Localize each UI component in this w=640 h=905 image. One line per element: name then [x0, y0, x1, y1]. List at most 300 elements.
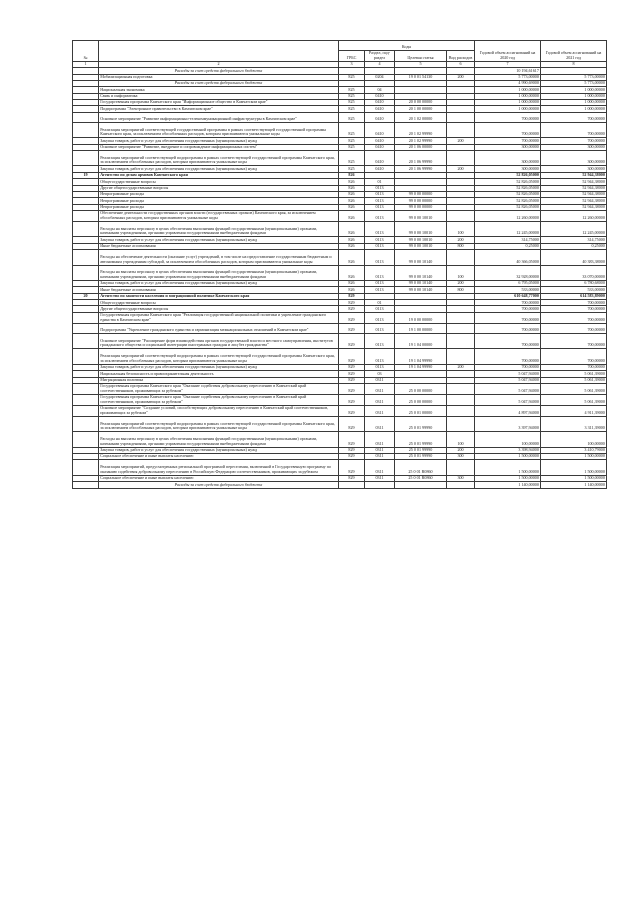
- row-grbs: 826: [339, 185, 365, 191]
- row-value-2021: 5 061,39000: [541, 383, 607, 394]
- row-grbs: 825: [339, 87, 365, 93]
- header-name: [99, 41, 339, 62]
- row-value-2020: 12 260,00000: [475, 211, 541, 222]
- row-section: 0311: [365, 405, 395, 416]
- row-grbs: 829: [339, 312, 365, 323]
- row-value-2021: 700,00000: [541, 300, 607, 306]
- row-name: Основное мероприятие "Создание условий, способствующих добровольному переселению в Камчатский край соотечественников, проживающих за рубежом": [99, 405, 339, 416]
- table-row: [73, 151, 607, 166]
- row-value-2021: 52 944,38000: [541, 191, 607, 197]
- header-target: Целевая статья: [395, 50, 447, 61]
- row-value-2020: 1 500,00000: [475, 453, 541, 459]
- row-target: 25 0 00 00000: [395, 394, 447, 405]
- row-number: [73, 460, 99, 475]
- row-expense: 800: [447, 243, 475, 249]
- row-section: 04: [365, 87, 395, 93]
- table-row: [73, 222, 607, 237]
- row-target: 20 1 02 00000: [395, 112, 447, 122]
- row-expense: 300: [447, 453, 475, 459]
- table-row: [73, 112, 607, 122]
- row-value-2020: 300,00000: [475, 144, 541, 150]
- row-section: 01: [365, 300, 395, 306]
- row-expense: [447, 323, 475, 333]
- row-number: [73, 383, 99, 394]
- row-name: Расходы за счет средств федерального бюджета: [99, 80, 339, 86]
- row-value-2020: 5 047,94000: [475, 371, 541, 377]
- row-value-2020: 0,25000: [475, 243, 541, 249]
- row-expense: [447, 416, 475, 431]
- row-grbs: 825: [339, 112, 365, 122]
- row-grbs: 826: [339, 265, 365, 280]
- row-name: Реализация мероприятий, предусмотренных региональной программой переселения, включенной в Государственную программу по оказанию содействия добровольному переселению в Российскую Федерацию соотечественников, проживающих за рубежом: [99, 460, 339, 475]
- row-grbs: 829: [339, 364, 365, 370]
- row-value-2021: 52 944,38000: [541, 185, 607, 191]
- row-grbs: 829: [339, 349, 365, 364]
- row-grbs: 825: [339, 122, 365, 137]
- row-target: 25 0 01 R0860: [395, 475, 447, 481]
- column-number: 2: [99, 61, 339, 67]
- row-grbs: 826: [339, 211, 365, 222]
- row-expense: [447, 122, 475, 137]
- row-grbs: 829: [339, 383, 365, 394]
- row-grbs: 826: [339, 222, 365, 237]
- row-number: [73, 323, 99, 333]
- row-target: 20 0 00 00000: [395, 100, 447, 106]
- row-grbs: 825: [339, 74, 365, 80]
- row-section: 0113: [365, 312, 395, 323]
- row-value-2021: 300,00000: [541, 166, 607, 172]
- row-section: 0410: [365, 166, 395, 172]
- row-grbs: 829: [339, 306, 365, 312]
- row-grbs: 829: [339, 405, 365, 416]
- row-name: Национальная экономика: [99, 87, 339, 93]
- row-target: 25 0 01 00000: [395, 405, 447, 416]
- row-expense: 200: [447, 74, 475, 80]
- header-2020: Годовой объем ассигнований на 2020 год: [475, 41, 541, 62]
- row-value-2020: 52 826,05000: [475, 172, 541, 178]
- row-expense: [447, 349, 475, 364]
- row-value-2020: 1 000,00000: [475, 100, 541, 106]
- row-grbs: 829: [339, 394, 365, 405]
- row-value-2021: 0,25000: [541, 243, 607, 249]
- row-name: Реализация мероприятий соответствующей государственной программы в рамках соответствующей государственной программы Камчатского края, за исключением обособленных расходов, которым присваиваются уникальные коды: [99, 122, 339, 137]
- row-value-2021: 5 773,00000: [541, 74, 607, 80]
- header-section: Раздел, под-раздел: [365, 50, 395, 61]
- row-target: 99 0 00 00000: [395, 198, 447, 204]
- row-section: 0113: [365, 280, 395, 286]
- row-value-2020: 52 826,05000: [475, 198, 541, 204]
- row-grbs: 829: [339, 293, 365, 299]
- row-name: Иные бюджетные ассигнования: [99, 287, 339, 293]
- row-section: 0410: [365, 106, 395, 112]
- row-value-2020: 300,00000: [475, 151, 541, 166]
- table-row: [73, 460, 607, 475]
- row-value-2020: 700,00000: [475, 364, 541, 370]
- row-value-2021: 52 944,38000: [541, 179, 607, 185]
- row-name: Расходы на обеспечение деятельности (оказание услуг) учреждений, в том числе на предоставление государственным бюджетным и автономным учреждениям субсидий, за исключением обособленных расходов, которым присваиваются уникальные коды: [99, 250, 339, 265]
- row-value-2020: 700,00000: [475, 323, 541, 333]
- row-target: 25 0 01 R0860: [395, 460, 447, 475]
- row-grbs: [339, 482, 365, 488]
- row-value-2020: 100,00000: [475, 432, 541, 447]
- row-name: Агентство по делам архивов Камчатского края: [99, 172, 339, 178]
- column-number: 4: [365, 61, 395, 67]
- row-name: Социальное обеспечение и иные выплаты населению: [99, 475, 339, 481]
- table-row: [73, 250, 607, 265]
- row-section: 0410: [365, 100, 395, 106]
- row-section: 0113: [365, 364, 395, 370]
- table-header: [73, 41, 607, 51]
- row-value-2020: 52 826,05000: [475, 191, 541, 197]
- row-value-2021: 6 780,68000: [541, 280, 607, 286]
- row-expense: 200: [447, 447, 475, 453]
- row-value-2021: 40 383,38000: [541, 250, 607, 265]
- row-name: Общегосударственные вопросы: [99, 179, 339, 185]
- row-name: Государственная программа Камчатского края "Реализация государственной национальной политики и укрепление гражданского единства в Камчатском крае": [99, 312, 339, 323]
- row-value-2020: 300,00000: [475, 166, 541, 172]
- row-value-2021: 1 140,00000: [541, 482, 607, 488]
- row-name: Мобилизационная подготовка: [99, 74, 339, 80]
- row-value-2020: 1 000,00000: [475, 106, 541, 112]
- row-section: 0113: [365, 349, 395, 364]
- row-value-2020: 1 000,00000: [475, 87, 541, 93]
- row-section: 0113: [365, 287, 395, 293]
- row-expense: 200: [447, 138, 475, 144]
- row-value-2020: 700,00000: [475, 300, 541, 306]
- row-value-2020: 40 366,05000: [475, 250, 541, 265]
- row-target: [395, 482, 447, 488]
- row-value-2021: 700,00000: [541, 312, 607, 323]
- table-row: [73, 482, 607, 488]
- row-section: 0311: [365, 377, 395, 383]
- row-target: 20 1 02 99990: [395, 138, 447, 144]
- row-section: 0311: [365, 475, 395, 481]
- row-name: Государственная программа Камчатского края "Оказание содействия добровольному переселению в Камчатский край соотечественников, проживающих за рубежом": [99, 383, 339, 394]
- row-name: Реализация мероприятий соответствующей подпрограммы в рамках соответствующей государственной программы Камчатского края, за исключением обособленных расходов, которым присваиваются уникальные коды: [99, 151, 339, 166]
- row-grbs: 825: [339, 144, 365, 150]
- row-number: [73, 211, 99, 222]
- row-target: 20 1 00 00000: [395, 106, 447, 112]
- row-section: 0410: [365, 112, 395, 122]
- row-grbs: 826: [339, 237, 365, 243]
- row-name: Агентство по занятости населения и миграционной политике Камчатского края: [99, 293, 339, 299]
- row-grbs: 826: [339, 198, 365, 204]
- column-number: 7: [475, 61, 541, 67]
- row-value-2020: 1 500,00000: [475, 460, 541, 475]
- row-value-2021: 5 061,39000: [541, 377, 607, 383]
- row-section: 01: [365, 179, 395, 185]
- row-expense: [447, 211, 475, 222]
- row-value-2021: 1 000,00000: [541, 106, 607, 112]
- row-name: Иные бюджетные ассигнования: [99, 243, 339, 249]
- row-value-2021: 5 061,39000: [541, 394, 607, 405]
- row-value-2021: 1 000,00000: [541, 100, 607, 106]
- row-value-2021: 700,00000: [541, 112, 607, 122]
- row-value-2021: 5 773,00000: [541, 80, 607, 86]
- row-value-2021: 52 944,38000: [541, 198, 607, 204]
- row-section: 0113: [365, 191, 395, 197]
- row-grbs: 826: [339, 172, 365, 178]
- row-target: 19 1 00 00000: [395, 323, 447, 333]
- row-expense: [447, 405, 475, 416]
- row-expense: [447, 394, 475, 405]
- row-section: 0311: [365, 432, 395, 447]
- row-target: 25 0 00 00000: [395, 383, 447, 394]
- row-section: 0410: [365, 93, 395, 99]
- column-number: 5: [395, 61, 447, 67]
- row-number: [73, 151, 99, 166]
- row-target: 99 0 00 10010: [395, 211, 447, 222]
- row-expense: 300: [447, 475, 475, 481]
- row-number: [73, 432, 99, 447]
- row-target: 19 1 04 99990: [395, 349, 447, 364]
- column-number: 1: [73, 61, 99, 67]
- row-number: [73, 312, 99, 323]
- row-value-2020: 700,00000: [475, 349, 541, 364]
- row-name: Расходы на выплаты персоналу в целях обеспечения выполнения функций государственными (муниципальными) органами, казенными учреждениями, органами управления государственными внебюджетными фондами: [99, 222, 339, 237]
- row-value-2021: 300,00000: [541, 151, 607, 166]
- row-expense: [447, 334, 475, 349]
- row-section: 0113: [365, 204, 395, 210]
- row-name: Реализация мероприятий соответствующей подпрограммы в рамках соответствующей государственной программы Камчатского края, за исключением обособленных расходов, которым присваиваются уникальные коды: [99, 416, 339, 431]
- row-grbs: 826: [339, 250, 365, 265]
- row-target: 99 0 00 00000: [395, 191, 447, 197]
- row-section: 0410: [365, 144, 395, 150]
- row-grbs: 825: [339, 106, 365, 112]
- row-target: 19 0 01 54130: [395, 74, 447, 80]
- row-name: Подпрограмма "Электронное правительство в Камчатском крае": [99, 106, 339, 112]
- row-value-2020: 52 826,05000: [475, 179, 541, 185]
- row-value-2020: 3 397,94000: [475, 416, 541, 431]
- row-name: Государственная программа Камчатского края "Информационное общество в Камчатском крае": [99, 100, 339, 106]
- row-section: 0410: [365, 151, 395, 166]
- row-target: 99 0 00 10010: [395, 237, 447, 243]
- row-value-2021: 4 911,39000: [541, 405, 607, 416]
- row-value-2020: 700,00000: [475, 334, 541, 349]
- row-grbs: 829: [339, 334, 365, 349]
- row-section: 0113: [365, 334, 395, 349]
- row-name: Непрограммные расходы: [99, 198, 339, 204]
- budget-sheet: [72, 40, 606, 489]
- row-name: Социальное обеспечение и иные выплаты населению: [99, 453, 339, 459]
- row-target: 99 0 00 10010: [395, 222, 447, 237]
- row-target: 99 0 00 10140: [395, 250, 447, 265]
- row-expense: 200: [447, 166, 475, 172]
- row-value-2020: 5 773,00000: [475, 74, 541, 80]
- row-value-2020: 314,75000: [475, 237, 541, 243]
- row-grbs: 825: [339, 138, 365, 144]
- row-target: 99 0 00 00000: [395, 204, 447, 210]
- row-target: 20 1 06 00000: [395, 144, 447, 150]
- row-grbs: 829: [339, 475, 365, 481]
- row-number: [73, 112, 99, 122]
- table-row: [73, 312, 607, 323]
- row-value-2020: 52 826,05000: [475, 185, 541, 191]
- row-number: [73, 222, 99, 237]
- header-nr: №: [73, 41, 99, 62]
- row-section: 0113: [365, 265, 395, 280]
- row-grbs: 825: [339, 93, 365, 99]
- row-expense: [447, 383, 475, 394]
- row-section: 03: [365, 371, 395, 377]
- row-value-2021: 1 000,00000: [541, 93, 607, 99]
- row-value-2020: 32 928,00000: [475, 265, 541, 280]
- row-section: 0113: [365, 323, 395, 333]
- row-number: [73, 122, 99, 137]
- row-expense: 200: [447, 364, 475, 370]
- row-expense: 100: [447, 222, 475, 237]
- row-target: 25 0 01 99990: [395, 416, 447, 431]
- row-name: Закупка товаров, работ и услуг для обеспечения государственных (муниципальных) нужд: [99, 237, 339, 243]
- table-row: [73, 383, 607, 394]
- row-value-2021: 700,00000: [541, 306, 607, 312]
- row-section: 0113: [365, 222, 395, 237]
- row-value-2021: 5 061,39000: [541, 371, 607, 377]
- row-number: [73, 482, 99, 488]
- table-row: [73, 349, 607, 364]
- row-value-2021: 52 944,38000: [541, 172, 607, 178]
- row-value-2021: 533,00000: [541, 287, 607, 293]
- row-expense: [447, 460, 475, 475]
- row-name: Обеспечение деятельности государственных органов власти (государственных органов) Камчатского края, за исключением обособленных расходов, которым присваиваются уникальные коды: [99, 211, 339, 222]
- row-name: Реализация мероприятий соответствующей подпрограммы в рамках соответствующей государственной программы Камчатского края, за исключением обособленных расходов, которым присваиваются уникальные коды: [99, 349, 339, 364]
- row-value-2020: 6 795,05000: [475, 280, 541, 286]
- row-grbs: 826: [339, 191, 365, 197]
- table-row: [73, 405, 607, 416]
- row-target: 99 0 00 10140: [395, 265, 447, 280]
- row-number: [73, 394, 99, 405]
- row-expense: 200: [447, 280, 475, 286]
- row-section: [365, 482, 395, 488]
- row-value-2021: 3 311,39000: [541, 416, 607, 431]
- row-name: Другие общегосударственные вопросы: [99, 306, 339, 312]
- row-expense: [447, 482, 475, 488]
- row-value-2020: 1 000,00000: [475, 93, 541, 99]
- row-section: 0311: [365, 460, 395, 475]
- row-name: Другие общегосударственные вопросы: [99, 185, 339, 191]
- row-section: 0113: [365, 306, 395, 312]
- row-name: Расходы на выплаты персоналу в целях обеспечения выполнения функций государственными (муниципальными) органами, казенными учреждениями, органами управления государственными внебюджетными фондами: [99, 265, 339, 280]
- row-name: Подпрограмма "Укрепление гражданского единства и гармонизация межнациональных отношений в Камчатском крае": [99, 323, 339, 333]
- row-target: 99 0 00 10140: [395, 287, 447, 293]
- row-target: 25 0 01 99990: [395, 453, 447, 459]
- row-name: Основное мероприятие "Развитие, внедрение и сопровождение информационных систем": [99, 144, 339, 150]
- table-row: [73, 265, 607, 280]
- row-grbs: 829: [339, 447, 365, 453]
- row-value-2020: 4 990,69000: [475, 80, 541, 86]
- header-expense: Вид расходов: [447, 50, 475, 61]
- row-name: Государственная программа Камчатского края "Оказание содействия добровольному переселению в Камчатский край соотечественников, проживающих за рубежом": [99, 394, 339, 405]
- row-number: [73, 250, 99, 265]
- table-row: [73, 122, 607, 137]
- row-value-2020: 700,00000: [475, 312, 541, 323]
- row-number: [73, 334, 99, 349]
- row-value-2021: 700,00000: [541, 323, 607, 333]
- header-codes: Коды: [339, 41, 475, 51]
- row-value-2020: 5 047,94000: [475, 377, 541, 383]
- table-row: [73, 416, 607, 431]
- row-value-2020: 700,00000: [475, 306, 541, 312]
- row-value-2021: 314,75000: [541, 237, 607, 243]
- row-section: 0311: [365, 453, 395, 459]
- row-value-2021: 614 583,89000: [541, 293, 607, 299]
- row-value-2021: 12 260,00000: [541, 211, 607, 222]
- row-value-2021: 33 070,00000: [541, 265, 607, 280]
- header-grbs: ГРБС: [339, 50, 365, 61]
- row-number: [73, 416, 99, 431]
- row-name: Непрограммные расходы: [99, 191, 339, 197]
- row-value-2020: 533,00000: [475, 287, 541, 293]
- row-grbs: 829: [339, 323, 365, 333]
- row-target: 25 0 01 99990: [395, 447, 447, 453]
- row-value-2021: 52 944,38000: [541, 204, 607, 210]
- row-target: 19 1 04 99990: [395, 364, 447, 370]
- row-value-2021: 1 000,00000: [541, 87, 607, 93]
- row-number: [73, 265, 99, 280]
- row-value-2021: 100,00000: [541, 432, 607, 447]
- row-value-2020: 4 897,94000: [475, 405, 541, 416]
- row-expense: 800: [447, 287, 475, 293]
- row-section: 0113: [365, 250, 395, 265]
- row-section: 0311: [365, 416, 395, 431]
- row-expense: [447, 312, 475, 323]
- row-value-2021: 700,00000: [541, 349, 607, 364]
- row-grbs: 829: [339, 432, 365, 447]
- row-expense: [447, 250, 475, 265]
- row-value-2020: 700,00000: [475, 122, 541, 137]
- row-value-2021: 1 500,00000: [541, 475, 607, 481]
- row-name: Закупка товаров, работ и услуг для обеспечения государственных (муниципальных) нужд: [99, 280, 339, 286]
- row-name: Расходы на выплаты персоналу в целях обеспечения выполнения функций государственными (муниципальными) органами, казенными учреждениями, органами управления государственными внебюджетными фондами: [99, 432, 339, 447]
- row-target: 20 1 02 99990: [395, 122, 447, 137]
- row-target: 25 0 01 99990: [395, 432, 447, 447]
- row-section: 0204: [365, 74, 395, 80]
- row-value-2021: 12 245,00000: [541, 222, 607, 237]
- row-number: 19: [73, 172, 99, 178]
- row-grbs: 826: [339, 287, 365, 293]
- row-value-2021: 1 500,00000: [541, 460, 607, 475]
- row-value-2020: 12 245,00000: [475, 222, 541, 237]
- row-target: 20 1 06 99990: [395, 151, 447, 166]
- row-value-2020: 5 047,94000: [475, 383, 541, 394]
- row-value-2020: 700,00000: [475, 138, 541, 144]
- row-grbs: 829: [339, 377, 365, 383]
- row-name: Национальная безопасность и правоохранительная деятельность: [99, 371, 339, 377]
- row-number: [73, 349, 99, 364]
- row-grbs: 829: [339, 371, 365, 377]
- row-name: Закупка товаров, работ и услуг для обеспечения государственных (муниципальных) нужд: [99, 447, 339, 453]
- row-expense: 100: [447, 432, 475, 447]
- row-grbs: 826: [339, 179, 365, 185]
- row-target: 19 1 04 00000: [395, 334, 447, 349]
- row-section: 0113: [365, 185, 395, 191]
- row-section: 0311: [365, 383, 395, 394]
- row-expense: [447, 151, 475, 166]
- row-value-2021: 1 500,00000: [541, 453, 607, 459]
- table-row: [73, 211, 607, 222]
- row-value-2020: 5 047,94000: [475, 394, 541, 405]
- row-grbs: 825: [339, 100, 365, 106]
- row-value-2021: 700,00000: [541, 334, 607, 349]
- row-name: Общегосударственные вопросы: [99, 300, 339, 306]
- row-number: 20: [73, 293, 99, 299]
- row-name: Непрограммные расходы: [99, 204, 339, 210]
- table-row: [73, 323, 607, 333]
- row-name: Закупка товаров, работ и услуг для обеспечения государственных (муниципальных) нужд: [99, 364, 339, 370]
- row-name: Расходы за счет средств федерального бюджета: [99, 482, 339, 488]
- row-value-2020: 3 398,94000: [475, 447, 541, 453]
- row-grbs: 826: [339, 204, 365, 210]
